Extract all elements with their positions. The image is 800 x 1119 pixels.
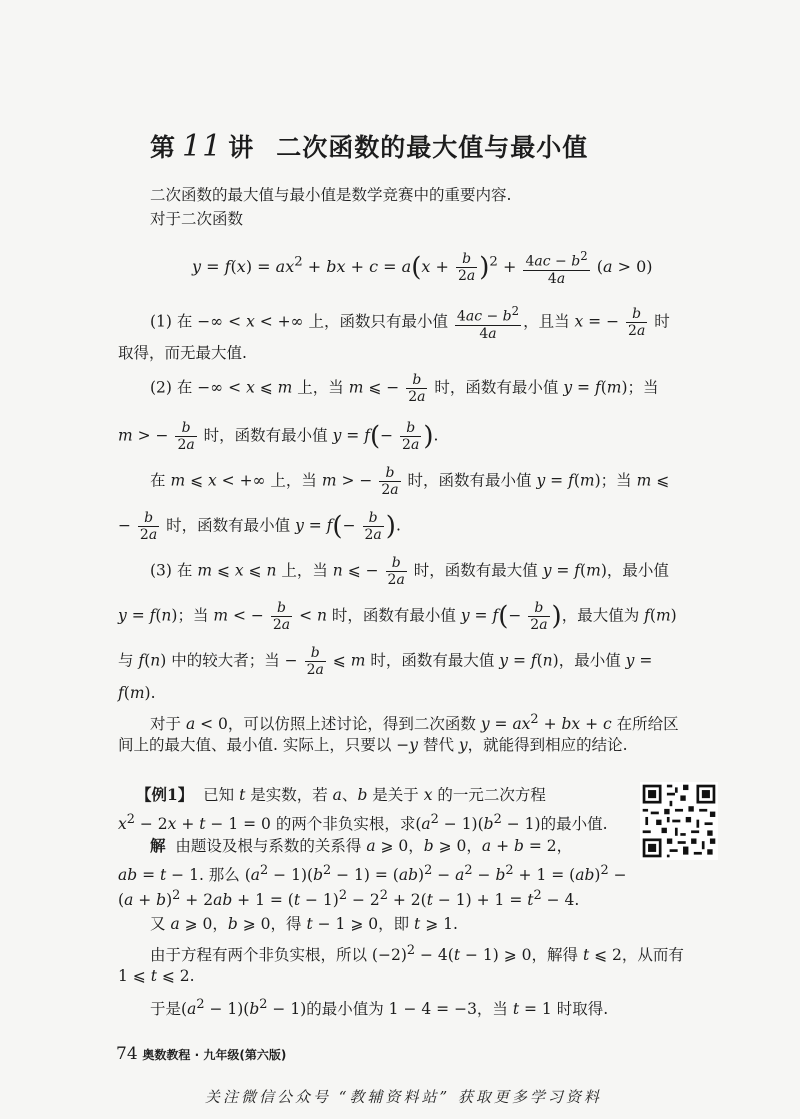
footer-watermark-note: 关注微信公众号 “教辅资料站” 获取更多学习资料 [205,1088,602,1106]
case-3-line-1: (3) 在 m ⩽ x ⩽ n 上，当 n ⩽ − $\frac{b}{2a}$ 时，函数有最大值 y = f(m)，最小值 [150,555,669,588]
case-2-line-2: m > − $\frac{b}{2a}$ 时，函数有最小值 y = f(− $\frac{b}{2a}$ ). [118,420,439,453]
solution-line-7: 于是$(a^2 - 1)(b^2 - 1)$的最小值为 1 − 4 = −3，当 t = 1 时取得. [150,997,609,1019]
case-2-line-1: (2) 在 −∞ < x ⩽ m 上，当 m ⩽ − $\frac{b}{2a}$ 时，函数有最小值 y = f(m)；当 [150,372,659,405]
qr-code-image[interactable] [640,782,718,860]
general-line-1: 对于 a < 0，可以仿照上述讨论，得到二次函数 $y = ax^2$ + bx + c 在所给区 [150,712,679,734]
case-3-line-4: f(m). [118,684,156,702]
lecture-title-text: 二次函数的最大值与最小值 [276,133,589,162]
solution-line-4: 又 a ⩾ 0，b ⩾ 0，得 t − 1 ⩾ 0，即 t ⩾ 1. [150,915,458,933]
equation-main: $y = f(x) = ax^2$ + bx + c = a(x + $\frac{b}{2a}$ )$^2$ + $\frac{4ac - b^2}{4a}$ (a > 0) [192,249,653,287]
example-1-line-2: $x^2 - 2x + t - 1 = 0$ 的两个非负实根，求$(a^2 - 1)(b^2 - 1)$的最小值. [118,812,608,834]
solution-line-2: ab = t − 1. 那么 $(a^2 - 1)(b^2 - 1) = (ab)^2 - a^2 - b^2 + 1 = (ab)^2$ − [118,863,627,885]
case-1-line-2: 取得，而无最大值. [118,344,247,362]
example-label: 【例1】 [136,785,194,804]
intro-line-2: 对于二次函数 [150,210,244,228]
page-number: 74 [116,1044,138,1064]
case-2-line-3: 在 m ⩽ x < +∞ 上，当 m > − $\frac{b}{2a}$ 时，函数有最小值 y = f(m)；当 m ⩽ [150,465,670,498]
case-3-line-3: 与 f(n) 中的较大者；当 − $\frac{b}{2a}$ ⩽ m 时，函数有最大值 y = f(n)，最小值 y = [118,645,653,678]
lecture-prefix: 第 [150,133,177,162]
book-title: 奥数教程 · 九年级(第六版) [142,1048,287,1062]
solution-line-3: $(a + b)^2 + 2ab + 1 = (t - 1)^2 - 2^2 + 2(t - 1) + 1 = t^2 - 4$. [118,888,580,910]
lecture-suffix: 讲 [228,133,255,162]
solution-line-6: 1 ⩽ t ⩽ 2. [118,967,195,985]
case-1-line-1: (1) 在 −∞ < x < +∞ 上，函数只有最小值 $\frac{4ac - b^2}{4a}$ ，且当 x = − $\frac{b}{2a}$ 时 [150,304,670,342]
case-3-line-2: y = f(n)；当 m < − $\frac{b}{2a}$ < n 时，函数有最小值 y = f(− $\frac{b}{2a}$ )，最大值为 f(m) [118,600,677,633]
solution-line-1: 解 由题设及根与系数的关系得 a ⩾ 0，b ⩾ 0，a + b = 2， [150,836,573,855]
example-1-line-1: 【例1】 已知 t 是实数，若 a、b 是关于 x 的一元二次方程 [136,785,546,804]
general-line-2: 间上的最大值、最小值. 实际上，只要以 −y 替代 y，就能得到相应的结论. [118,736,628,754]
case-2-line-4: − $\frac{b}{2a}$ 时，函数有最小值 y = f(− $\frac{b}{2a}$ ). [118,510,401,543]
lecture-number: 11 [182,129,223,164]
solution-label: 解 [150,836,166,855]
solution-line-5: 由于方程有两个非负实根，所以 $(-2)^2 - 4(t - 1)$ ⩾ 0，解得 t ⩽ 2，从而有 [150,943,684,965]
page-footer [116,1044,286,1064]
intro-line-1: 二次函数的最大值与最小值是数学竞赛中的重要内容. [150,186,512,204]
lecture-title [150,128,588,164]
